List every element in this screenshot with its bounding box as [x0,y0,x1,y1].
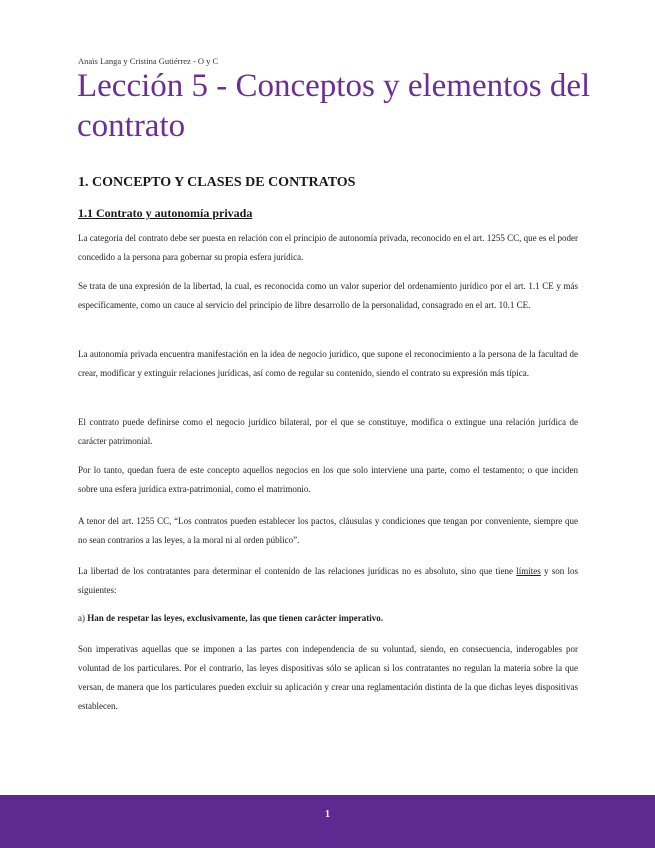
paragraph-2: Se trata de una expresión de la libertad, la cual, es reconocida como un valor superior del ordenamiento jurídico por el art. 1.1 CE y más específicamente, como un cauce al servicio del principio de libre desarrollo de la personalidad, consagrado en el art. 10.1 CE. [78,281,578,310]
paragraph-7-text-end: y son los siguientes: [78,566,578,595]
page-title: Lección 5 - Conceptos y elementos del contrato [77,68,591,144]
page-number: 1 [325,809,330,820]
header-authors: Anaïs Langa y Cristina Gutiérrez - O y C [78,56,219,66]
section-heading: 1. CONCEPTO Y CLASES DE CONTRATOS [78,175,356,190]
list-item-prefix: a) [78,613,88,623]
list-item-bold-text: Han de respetar las leyes, exclusivamente, las que tienen carácter imperativo. [87,613,383,623]
limits-underlined-word: límites [516,566,541,576]
paragraph-6: A tenor del art. 1255 CC, “Los contratos pueden establecer los pactos, cláusulas y condiciones que tengan por conveniente, siempre que no sean contrarios a las leyes, a la moral ni al orden público”. [78,516,578,545]
paragraph-8 [78,609,578,628]
paragraph-9: Son imperativas aquellas que se imponen a las partes con independencia de su voluntad, siendo, en consecuencia, inderogables por voluntad de los particulares. Por el contrario, las leyes dispositivas sólo se aplican si los contratantes no regulan la materia sobre la que versan, de manera que los particulares pueden excluir su aplicación y crear una reglamentación distinta de la que dichas leyes dispositivas establecen. [78,644,578,711]
footer-bar [0,795,655,848]
subsection-heading: 1.1 Contrato y autonomía privada [78,206,253,220]
paragraph-5: Por lo tanto, quedan fuera de este concepto aquellos negocios en los que solo interviene una parte, como el testamento; o que inciden sobre una esfera jurídica extra-patrimonial, como el matrimonio. [78,465,578,494]
paragraph-4: El contrato puede definirse como el negocio jurídico bilateral, por el que se constituye, modifica o extingue una relación jurídica de carácter patrimonial. [78,417,578,446]
paragraph-7 [78,562,578,600]
paragraph-7-text-start: La libertad de los contratantes para determinar el contenido de las relaciones jurídicas no es absoluto, sino que tiene [78,566,517,576]
paragraph-3: La autonomía privada encuentra manifestación en la idea de negocio jurídico, que supone el reconocimiento a la persona de la facultad de crear, modificar y extinguir relaciones jurídicas, así como de regular su contenido, siendo el contrato su expresión más típica. [78,349,578,378]
paragraph-1: La categoría del contrato debe ser puesta en relación con el principio de autonomía privada, reconocido en el art. 1255 CC, que es el poder concedido a la persona para gobernar su propia esfera jurídica. [78,233,578,262]
